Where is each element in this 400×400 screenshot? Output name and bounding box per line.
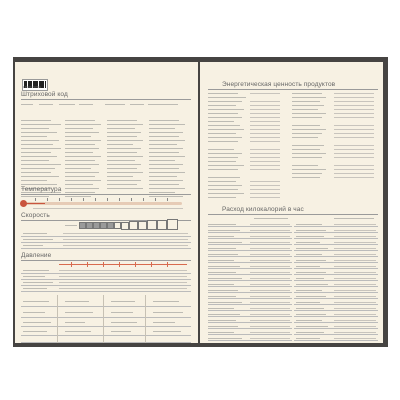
section-rule — [208, 89, 378, 90]
left-page — [15, 62, 198, 343]
section-rule — [21, 99, 191, 100]
section-rule — [208, 214, 378, 215]
section-title-speed: Скорость — [21, 212, 50, 219]
section-rule — [21, 260, 191, 261]
section-title-barcode: Штриховой код — [21, 91, 68, 98]
section-rule — [21, 194, 191, 195]
section-title-energy: Энергетическая ценность продуктов — [222, 81, 336, 88]
section-title-temperature: Температура — [21, 186, 62, 193]
section-title-calories: Расход килокалорий в час — [222, 206, 304, 213]
section-title-pressure: Давление — [21, 252, 52, 259]
barcode-number: 4 601234 567891 — [23, 87, 41, 89]
right-page — [200, 62, 383, 343]
